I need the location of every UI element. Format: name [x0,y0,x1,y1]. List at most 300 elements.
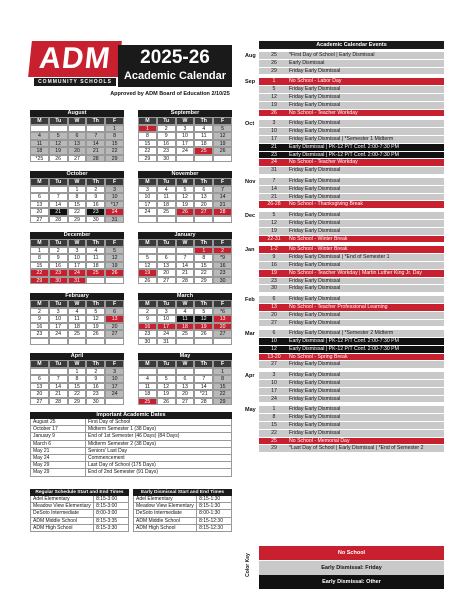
day-cell: 21 [49,390,68,398]
weekday-header: Tu [157,178,176,186]
day-cell: 16 [30,323,49,331]
day-cell: 18 [157,201,176,209]
day-cell: 5 [194,308,213,316]
day-cell: 9 [86,375,105,383]
day-cell: 20 [30,390,49,398]
event-row [259,330,444,338]
important-date-cell: October 17 [33,426,58,433]
weekday-header: Th [194,300,213,308]
day-cell: 18 [138,390,157,398]
day-cell: 31 [68,277,87,285]
day-cell [49,125,68,133]
events-month-nov [244,178,444,209]
month-title: September [138,110,232,117]
day-cell: 16 [49,262,68,270]
day-cell: 29 [213,398,232,406]
day-cell: 29 [68,398,87,406]
day-cell: 17 [68,262,87,270]
important-date-cell: Last Day of School (175 Days) [85,462,231,468]
day-cell: 9 [138,315,157,323]
day-cell: 3 [157,308,176,316]
day-cell: 26 [157,398,176,406]
day-cell: 3 [68,247,87,255]
day-cell: 20 [157,269,176,277]
event-row [259,296,444,304]
day-cell [105,338,124,346]
event-row [259,212,444,220]
events-month-jan [244,246,444,293]
day-cell: 12 [176,193,195,201]
important-dates-rows [30,419,232,477]
day-cell: 15 [138,140,157,148]
important-date-cell: Seniors' Last Day [85,448,231,454]
day-cell: 20 [30,208,49,216]
day-cell: 29 [30,277,49,285]
day-cell [157,216,176,224]
event-row [259,361,444,369]
day-cell [176,368,195,376]
events-month-label: Dec [245,213,256,220]
day-cell: 13 [68,140,87,148]
day-cell: 29 [138,155,157,163]
day-cell [194,338,213,346]
regular-schedule-row [30,518,129,525]
event-row [259,86,444,94]
day-cell: 17 [105,383,124,391]
day-cell: 13 [213,315,232,323]
logo-text: ADM [28,41,122,77]
day-cell: 2 [138,308,157,316]
day-cell: 9 [49,254,68,262]
weekday-header: W [176,239,195,247]
important-date-cell: May 24 [33,454,50,461]
weekday-header: M [30,360,49,368]
event-date: 5 [272,212,276,219]
event-row [259,438,444,446]
early-dismissal-row [133,496,232,503]
weekday-header: Tu [157,360,176,368]
day-cell: 13 [30,383,49,391]
day-cell: 4 [194,125,213,133]
events-month-feb [244,296,444,327]
early-dismissal-row [133,510,232,517]
regular-schedule-cell: 8:15-3:35 [93,518,128,524]
early-dismissal-cell: 8:15-12:30 [196,518,231,524]
day-cell: 4 [86,247,105,255]
weekday-header: F [105,360,124,368]
month-title: May [138,353,232,360]
key-no-school: No School [259,546,444,560]
events-month-dec [244,212,444,243]
event-row [259,338,444,346]
important-date-cell: End of 1st Semester (46 Days) (84 Days) [85,433,231,439]
regular-schedule-cell: DeSoto Intermediate [33,510,79,517]
event-date: 21 [271,193,277,200]
month-may [138,353,232,405]
day-cell: 7 [213,186,232,194]
day-cell [105,398,124,406]
day-cell: 27 [105,330,124,338]
regular-schedule-table [30,489,129,532]
day-cell: 6 [194,186,213,194]
color-key [244,544,444,589]
weekday-header: W [68,300,87,308]
day-cell: 20 [213,323,232,331]
regular-schedule-cell: 8:15-3:00 [93,503,128,509]
month-title: December [30,232,124,239]
day-cell: 2 [30,308,49,316]
day-cell: 24 [138,208,157,216]
event-text: No School - Teacher Workday [289,159,358,166]
events-month-label: Mar [245,331,255,338]
day-cell: 11 [157,193,176,201]
event-text: Friday Early Dismissal [289,319,341,326]
event-row [259,236,444,244]
day-cell: 5 [49,132,68,140]
weekday-header: Th [86,117,105,125]
event-text: Friday Early Dismissal [289,296,341,303]
weekday-header: W [68,117,87,125]
event-date: 29 [271,67,277,74]
early-dismissal-title: Early Dismissal Start and End Times [133,489,232,496]
day-cell: 26 [49,155,68,163]
regular-schedule-cell: 8:15-3:30 [93,525,128,531]
event-text: Friday Early Dismissal [289,185,341,192]
event-row [259,186,444,194]
regular-schedule-cell: 8:15-3:00 [93,496,128,502]
day-cell [138,368,157,376]
event-row [259,136,444,144]
event-date: 26-28 [267,201,281,208]
important-date-cell: End of 2nd Semester (91 Days) [85,469,231,475]
events-month-aug [244,52,444,75]
day-cell: 30 [213,277,232,285]
weekday-header: M [30,117,49,125]
event-date: 31 [271,167,277,174]
day-cell: 1 [68,368,87,376]
weekday-header: Th [86,239,105,247]
events-title: Academic Calendar Events [259,41,444,49]
day-cell: 3 [105,368,124,376]
event-row [259,445,444,453]
regular-schedule-row [30,496,129,503]
event-text: Friday Early Dismissal | *Semester 2 Midterm [289,330,394,337]
event-text: Friday Early Dismissal [289,67,341,74]
day-cell: 21 [49,208,68,216]
day-cell: 5 [138,254,157,262]
day-cell: 24 [49,330,68,338]
weekday-header: Tu [49,117,68,125]
day-cell [157,247,176,255]
day-cell: 19 [157,390,176,398]
events-panel [244,41,444,589]
day-cell: 31 [105,216,124,224]
important-date-cell: Commencement [85,455,231,461]
event-date: 19 [271,269,277,276]
event-text: Friday Early Dismissal [289,414,341,421]
day-cell: 19 [49,147,68,155]
event-date: 1 [272,406,276,413]
day-cell: 19 [86,323,105,331]
day-cell: 25 [176,330,195,338]
events-month-label: May [245,407,256,414]
event-date: 17 [271,135,277,142]
day-cell: 23 [86,390,105,398]
events-month-oct [244,120,444,175]
weekday-header: Th [86,360,105,368]
event-text: Friday Early Dismissal [289,177,341,184]
event-date: 23 [271,277,277,284]
day-cell: 5 [213,125,232,133]
weekday-header: Th [194,178,213,186]
day-cell: 17 [49,323,68,331]
event-row [259,194,444,202]
weekday-header: F [105,178,124,186]
important-date-row [30,448,232,455]
weekday-header: F [213,300,232,308]
event-date: 21 [271,143,277,150]
day-cell: 2 [157,125,176,133]
month-title: November [138,171,232,178]
day-cell: 26 [194,330,213,338]
day-cell: 13 [176,383,195,391]
month-title: April [30,353,124,360]
regular-schedule-cell: Meadow View Elementary [33,503,91,510]
event-row [259,346,444,354]
day-cell: 16 [86,201,105,209]
day-cell: 7 [49,375,68,383]
event-date: 25 [271,52,277,58]
event-text: No School - Teacher Professional Learning [289,303,388,310]
day-cell: 17 [138,201,157,209]
event-text: No School - Teacher Workday | Martin Luther King Jr. Day [289,269,422,276]
day-cell: 2 [213,247,232,255]
day-cell: 30 [138,338,157,346]
month-title: January [138,232,232,239]
day-cell: 18 [68,323,87,331]
day-cell: 27 [30,398,49,406]
regular-schedule-cell: Adel Elementary [33,496,70,502]
day-cell: 15 [194,262,213,270]
event-row [259,320,444,328]
event-row [259,110,444,118]
event-text: No School - Memorial Day [289,437,350,444]
day-cell: 10 [157,315,176,323]
day-cell: 6 [30,193,49,201]
day-cell: 23 [157,147,176,155]
day-cell: 3 [49,308,68,316]
day-cell: 30 [86,398,105,406]
event-date: 7 [272,177,276,184]
day-cell: 11 [176,315,195,323]
event-row [259,422,444,430]
day-cell [213,155,232,163]
regular-schedule-cell: 8:00-3:00 [93,510,128,516]
event-row [259,262,444,270]
day-cell: 12 [157,383,176,391]
event-date: 15 [271,422,277,429]
event-date: 27 [271,319,277,326]
event-row [259,120,444,128]
day-cell: 1 [194,247,213,255]
month-october [30,171,124,223]
event-row [259,220,444,228]
day-cell [176,216,195,224]
event-row [259,60,444,68]
event-row [259,159,444,167]
event-date: 1-2 [270,246,278,253]
day-cell: 27 [194,208,213,216]
day-cell: 2 [86,368,105,376]
event-date: 20 [271,311,277,318]
month-title: March [138,293,232,300]
day-cell: 9 [30,315,49,323]
month-february [30,293,124,345]
day-cell: 4 [30,132,49,140]
weekday-header: Th [194,239,213,247]
event-row [259,152,444,160]
day-cell: 25 [194,147,213,155]
day-cell: 9 [157,132,176,140]
event-text: Friday Early Dismissal [289,227,341,234]
important-date-row [30,419,232,426]
event-row [259,254,444,262]
day-cell: 27 [176,398,195,406]
day-cell: 23 [30,330,49,338]
day-cell: 4 [138,375,157,383]
event-date: 10 [271,380,277,387]
day-cell: 8 [105,132,124,140]
day-cell: 11 [68,315,87,323]
event-row [259,396,444,404]
day-cell: 2 [49,247,68,255]
day-cell: 26 [105,269,124,277]
events-month-label: Feb [245,297,255,304]
day-cell: *21 [194,390,213,398]
day-cell: 10 [138,193,157,201]
event-date: 23 [271,151,277,158]
event-row [259,380,444,388]
event-text: Friday Early Dismissal [289,387,341,394]
day-cell: 26 [213,147,232,155]
day-cell [30,368,49,376]
event-date: 26 [271,109,277,116]
day-cell [194,155,213,163]
weekday-header: W [68,239,87,247]
weekday-header: F [105,117,124,125]
event-text: Friday Early Dismissal [289,380,341,387]
day-cell: 12 [49,140,68,148]
day-cell: 18 [86,262,105,270]
events-month-may [244,406,444,453]
day-cell [105,277,124,285]
event-text: Friday Early Dismissal [289,193,341,200]
event-text: Friday Early Dismissal [289,167,341,174]
day-cell: 11 [30,140,49,148]
day-cell: 30 [49,277,68,285]
event-text: *First Day of School | Early Dismissal [289,52,375,58]
day-cell: 3 [138,186,157,194]
day-cell: 24 [105,390,124,398]
day-cell: 28 [213,208,232,216]
important-date-cell: First Day of School [85,419,231,425]
important-date-cell: Midterm Semester 1 (38 Days) [85,426,231,432]
day-cell: 7 [49,193,68,201]
event-text: Friday Early Dismissal [289,277,341,284]
day-cell: *9 [213,254,232,262]
event-text: No School - Winter Break [289,246,348,253]
day-cell: 8 [213,375,232,383]
weekday-header: W [176,300,195,308]
day-cell: 26 [138,277,157,285]
day-cell: 10 [49,315,68,323]
event-date: 5 [272,86,276,93]
weekday-header: F [213,360,232,368]
day-cell: 22 [68,390,87,398]
important-date-cell: May 29 [33,469,50,476]
day-cell: 25 [138,398,157,406]
early-dismissal-row [133,503,232,510]
day-cell: 10 [105,375,124,383]
day-cell: 3 [176,125,195,133]
day-cell [194,368,213,376]
day-cell: 29 [68,216,87,224]
event-date: 12 [271,345,277,352]
day-cell: 8 [30,254,49,262]
weekday-header: M [30,178,49,186]
event-date: 3 [272,120,276,127]
day-cell: 7 [194,375,213,383]
event-row [259,430,444,438]
day-cell: *25 [30,155,49,163]
day-cell: 18 [194,140,213,148]
title-box [118,45,232,87]
day-cell: 31 [157,338,176,346]
day-cell: 8 [138,132,157,140]
weekday-header: M [30,300,49,308]
weekday-header: W [68,360,87,368]
event-date: 26 [271,59,277,66]
important-date-cell: January 9 [33,433,55,440]
day-cell: 27 [68,155,87,163]
day-cell: 22 [68,208,87,216]
regular-schedule-row [30,525,129,532]
event-date: 6 [272,296,276,303]
regular-schedule-row [30,503,129,510]
event-text: Friday Early Dismissal [289,361,341,368]
day-cell [86,338,105,346]
event-row [259,414,444,422]
event-text: No School - Winter Break [289,235,348,242]
day-cell: 13 [105,315,124,323]
event-text: No School - Spring Break [289,353,348,360]
early-dismissal-cell: Adel Elementary [136,496,173,502]
day-cell: 4 [68,308,87,316]
event-text: No School - Labor Day [289,78,342,85]
day-cell: 6 [157,254,176,262]
events-month-sep [244,78,444,117]
day-cell: 28 [49,398,68,406]
month-april [30,353,124,405]
event-date: 24 [271,395,277,402]
day-cell: 12 [213,132,232,140]
event-date: 1 [272,78,276,85]
event-text: Early Dismissal | PK-12 P/T Conf. 2:00-7:30 PM [289,151,399,158]
event-text: Friday Early Dismissal [289,422,341,429]
event-date: 16 [271,261,277,268]
event-date: 3 [272,372,276,379]
event-date: 22 [271,429,277,436]
